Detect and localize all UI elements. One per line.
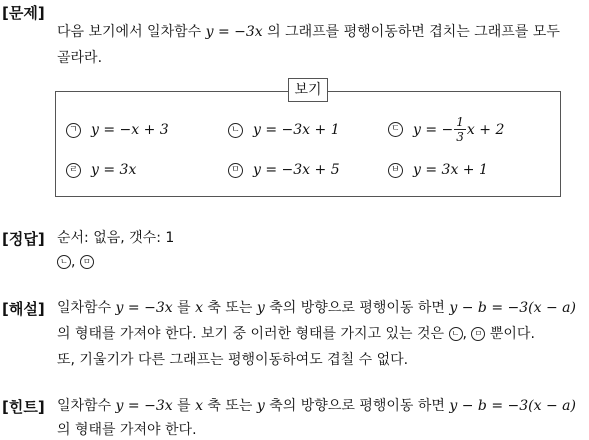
- choice-fraction: [454, 115, 466, 144]
- hint-label: [힌트]: [2, 398, 45, 416]
- hint-math-2: x: [195, 398, 203, 414]
- hint-text: 를: [172, 398, 196, 414]
- hint-line-1: [57, 396, 576, 416]
- choice-expr-3-post: x + 2: [466, 121, 505, 138]
- answer-line-2: [57, 252, 94, 272]
- explanation-math-4: y − b = −3(x − a): [449, 300, 576, 316]
- choice-marker-6: ㅂ: [388, 163, 403, 178]
- choices-box: [55, 91, 561, 197]
- explanation-text: 일차함수: [57, 300, 116, 316]
- problem-label: [문제]: [2, 4, 45, 22]
- explanation-text: 축의 방향으로 평행이동 하면: [264, 300, 450, 316]
- answer-line-1: 순서: 없음, 갯수: 1: [57, 230, 175, 246]
- explanation-marker-1: ㄴ: [449, 327, 463, 341]
- hint-math-1: y = −3x: [115, 398, 173, 414]
- choice-expr-3-pre: y = −: [413, 121, 454, 138]
- explanation-math-1: y = −3x: [115, 300, 173, 316]
- answer-separator: ,: [71, 254, 80, 270]
- explanation-marker-2: ㅁ: [471, 327, 485, 341]
- choice-marker-2: ㄴ: [228, 123, 243, 138]
- problem-line-2: 골라라.: [57, 50, 103, 66]
- hint-math-3: y: [256, 398, 265, 414]
- answer-marker-1: ㄴ: [57, 255, 71, 269]
- choice-expr-6: y = 3x + 1: [413, 162, 488, 178]
- choice-marker-5: ㅁ: [228, 163, 243, 178]
- problem-math: y = −3x: [205, 24, 263, 40]
- choice-5: [228, 162, 340, 178]
- choice-marker-1: ㄱ: [66, 123, 81, 138]
- choice-1: [66, 122, 169, 138]
- explanation-line-2: [57, 324, 535, 344]
- explanation-label: [해설]: [2, 300, 45, 318]
- choices-box-title: 보기: [288, 78, 328, 102]
- problem-line-1: [57, 22, 560, 42]
- explanation-text: 를: [172, 300, 196, 316]
- choice-6: [388, 162, 488, 178]
- explanation-line-1: [57, 298, 576, 318]
- hint-math-4: y − b = −3(x − a): [449, 398, 576, 414]
- explanation-text: 축 또는: [202, 300, 257, 316]
- choice-marker-3: ㄷ: [388, 122, 403, 137]
- choice-expr-1: y = −x + 3: [91, 122, 169, 138]
- explanation-text: ,: [462, 326, 472, 342]
- hint-text: 축의 방향으로 평행이동 하면: [264, 398, 450, 414]
- choice-marker-4: ㄹ: [66, 163, 81, 178]
- problem-text-end: 의 그래프를 평행이동하면 겹치는 그래프를 모두: [262, 24, 560, 40]
- explanation-math-3: y: [256, 300, 265, 316]
- choice-4: [66, 162, 136, 178]
- hint-text: 축 또는: [202, 398, 257, 414]
- fraction-denominator: 3: [456, 130, 464, 144]
- explanation-text: 뿐이다.: [485, 326, 535, 342]
- explanation-text: 의 형태를 가져야 한다. 보기 중 이러한 형태를 가지고 있는 것은: [57, 326, 449, 342]
- choice-expr-2: y = −3x + 1: [253, 122, 340, 138]
- explanation-line-3: 또, 기울기가 다른 그래프는 평행이동하여도 겹칠 수 없다.: [57, 352, 409, 368]
- answer-label: [정답]: [2, 230, 45, 248]
- choice-expr-5: y = −3x + 5: [253, 162, 340, 178]
- hint-line-2: 의 형태를 가져야 한다.: [57, 422, 197, 438]
- fraction-numerator: 1: [456, 115, 464, 129]
- answer-marker-2: ㅁ: [80, 255, 94, 269]
- problem-text: 다음 보기에서 일차함수: [57, 24, 206, 40]
- hint-text: 일차함수: [57, 398, 116, 414]
- choice-expr-4: y = 3x: [91, 162, 137, 178]
- choice-3: [388, 115, 504, 144]
- explanation-math-2: x: [195, 300, 203, 316]
- choice-2: [228, 122, 340, 138]
